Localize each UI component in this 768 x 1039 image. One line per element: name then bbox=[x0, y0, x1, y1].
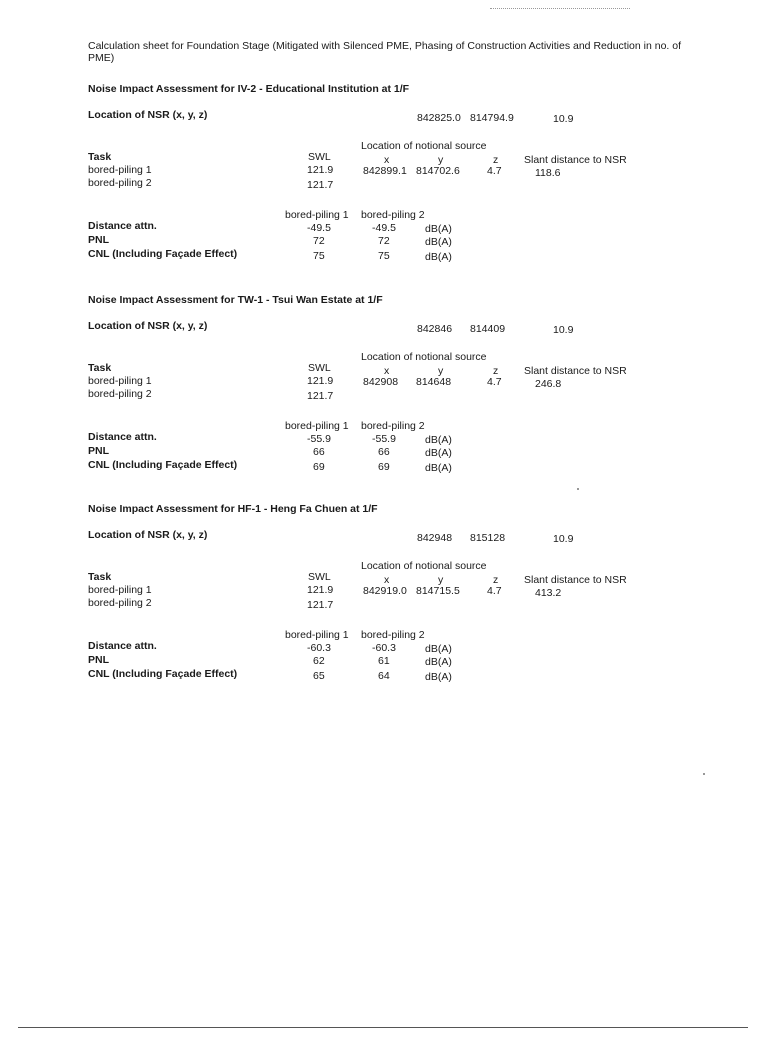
sheet-intro: Calculation sheet for Foundation Stage (Mitigated with Silenced PME, Phasing of Construction Activities and Reduction in no. of PME) bbox=[88, 40, 681, 64]
source-heading: Location of notional source bbox=[361, 560, 487, 572]
nsr-z: 10.9 bbox=[553, 113, 574, 125]
z-header: z bbox=[493, 365, 499, 377]
cnl-unit: dB(A) bbox=[425, 462, 452, 474]
cnl-unit: dB(A) bbox=[425, 251, 452, 263]
attn-bp1: -55.9 bbox=[307, 433, 331, 445]
source-y: 814715.5 bbox=[416, 585, 460, 597]
pnl-label: PNL bbox=[88, 234, 109, 246]
slant-header: Slant distance to NSR bbox=[524, 154, 627, 166]
z-header: z bbox=[493, 574, 499, 586]
source-y: 814702.6 bbox=[416, 165, 460, 177]
task-bp2: bored-piling 2 bbox=[88, 388, 152, 400]
nsr-label: Location of NSR (x, y, z) bbox=[88, 529, 208, 541]
x-header: x bbox=[384, 154, 390, 166]
task-label: Task bbox=[88, 362, 112, 374]
scan-speck bbox=[703, 773, 705, 775]
col-bp1: bored-piling 1 bbox=[285, 420, 349, 432]
cnl-label: CNL (Including Façade Effect) bbox=[88, 459, 238, 471]
cnl-label: CNL (Including Façade Effect) bbox=[88, 248, 238, 260]
nsr-label: Location of NSR (x, y, z) bbox=[88, 109, 208, 121]
cnl-bp2: 64 bbox=[378, 670, 390, 682]
cnl-bp1: 65 bbox=[313, 670, 325, 682]
nsr-label: Location of NSR (x, y, z) bbox=[88, 320, 208, 332]
swl-bp2: 121.7 bbox=[307, 179, 334, 191]
swl-bp1: 121.9 bbox=[307, 375, 334, 387]
pnl-label: PNL bbox=[88, 654, 109, 666]
nsr-z: 10.9 bbox=[553, 533, 574, 545]
source-z: 4.7 bbox=[487, 585, 502, 597]
pnl-bp1: 72 bbox=[313, 235, 325, 247]
attn-bp1: -60.3 bbox=[307, 642, 331, 654]
nsr-y: 814409 bbox=[470, 323, 506, 335]
x-header: x bbox=[384, 365, 390, 377]
pnl-unit: dB(A) bbox=[425, 447, 452, 459]
x-header: x bbox=[384, 574, 390, 586]
task-label: Task bbox=[88, 571, 112, 583]
nsr-y: 815128 bbox=[470, 532, 506, 544]
source-y: 814648 bbox=[416, 376, 452, 388]
slant-value: 246.8 bbox=[535, 378, 562, 390]
attn-bp2: -55.9 bbox=[372, 433, 396, 445]
col-bp2: bored-piling 2 bbox=[361, 209, 425, 221]
source-z: 4.7 bbox=[487, 165, 502, 177]
scan-speck bbox=[577, 488, 579, 490]
cnl-label: CNL (Including Façade Effect) bbox=[88, 668, 238, 680]
source-heading: Location of notional source bbox=[361, 140, 487, 152]
cnl-unit: dB(A) bbox=[425, 671, 452, 683]
attn-unit: dB(A) bbox=[425, 643, 452, 655]
section-title: Noise Impact Assessment for HF-1 - Heng Fa Chuen at 1/F bbox=[88, 503, 378, 515]
task-bp2: bored-piling 2 bbox=[88, 597, 152, 609]
pnl-bp2: 66 bbox=[378, 446, 390, 458]
swl-bp1: 121.9 bbox=[307, 584, 334, 596]
attn-label: Distance attn. bbox=[88, 640, 157, 652]
slant-header: Slant distance to NSR bbox=[524, 365, 627, 377]
task-bp1: bored-piling 1 bbox=[88, 164, 152, 176]
attn-label: Distance attn. bbox=[88, 431, 157, 443]
slant-header: Slant distance to NSR bbox=[524, 574, 627, 586]
col-bp1: bored-piling 1 bbox=[285, 209, 349, 221]
pnl-bp1: 62 bbox=[313, 655, 325, 667]
attn-unit: dB(A) bbox=[425, 434, 452, 446]
swl-bp2: 121.7 bbox=[307, 599, 334, 611]
source-x: 842908 bbox=[363, 376, 399, 388]
y-header: y bbox=[438, 574, 444, 586]
task-bp1: bored-piling 1 bbox=[88, 375, 152, 387]
pnl-bp1: 66 bbox=[313, 446, 325, 458]
attn-bp2: -49.5 bbox=[372, 222, 396, 234]
nsr-x: 842948 bbox=[417, 532, 453, 544]
col-bp2: bored-piling 2 bbox=[361, 420, 425, 432]
source-z: 4.7 bbox=[487, 376, 502, 388]
swl-header: SWL bbox=[308, 571, 331, 583]
cnl-bp1: 75 bbox=[313, 250, 325, 262]
cnl-bp1: 69 bbox=[313, 461, 325, 473]
task-label: Task bbox=[88, 151, 112, 163]
attn-label: Distance attn. bbox=[88, 220, 157, 232]
swl-bp1: 121.9 bbox=[307, 164, 334, 176]
pnl-unit: dB(A) bbox=[425, 236, 452, 248]
swl-header: SWL bbox=[308, 362, 331, 374]
section-title: Noise Impact Assessment for IV-2 - Educational Institution at 1/F bbox=[88, 83, 410, 95]
nsr-x: 842846 bbox=[417, 323, 453, 335]
nsr-y: 814794.9 bbox=[470, 112, 514, 124]
source-heading: Location of notional source bbox=[361, 351, 487, 363]
source-x: 842899.1 bbox=[363, 165, 407, 177]
cnl-bp2: 75 bbox=[378, 250, 390, 262]
col-bp1: bored-piling 1 bbox=[285, 629, 349, 641]
swl-bp2: 121.7 bbox=[307, 390, 334, 402]
col-bp2: bored-piling 2 bbox=[361, 629, 425, 641]
pnl-unit: dB(A) bbox=[425, 656, 452, 668]
z-header: z bbox=[493, 154, 499, 166]
slant-value: 413.2 bbox=[535, 587, 562, 599]
nsr-z: 10.9 bbox=[553, 324, 574, 336]
nsr-x: 842825.0 bbox=[417, 112, 461, 124]
section-title: Noise Impact Assessment for TW-1 - Tsui Wan Estate at 1/F bbox=[88, 294, 383, 306]
swl-header: SWL bbox=[308, 151, 331, 163]
scan-mark-top bbox=[490, 8, 630, 9]
slant-value: 118.6 bbox=[535, 167, 561, 179]
pnl-bp2: 61 bbox=[378, 655, 390, 667]
scan-edge-bottom bbox=[18, 1027, 748, 1028]
pnl-bp2: 72 bbox=[378, 235, 390, 247]
attn-bp1: -49.5 bbox=[307, 222, 331, 234]
y-header: y bbox=[438, 365, 444, 377]
attn-unit: dB(A) bbox=[425, 223, 452, 235]
attn-bp2: -60.3 bbox=[372, 642, 396, 654]
task-bp2: bored-piling 2 bbox=[88, 177, 152, 189]
task-bp1: bored-piling 1 bbox=[88, 584, 152, 596]
cnl-bp2: 69 bbox=[378, 461, 390, 473]
source-x: 842919.0 bbox=[363, 585, 407, 597]
y-header: y bbox=[438, 154, 444, 166]
pnl-label: PNL bbox=[88, 445, 109, 457]
